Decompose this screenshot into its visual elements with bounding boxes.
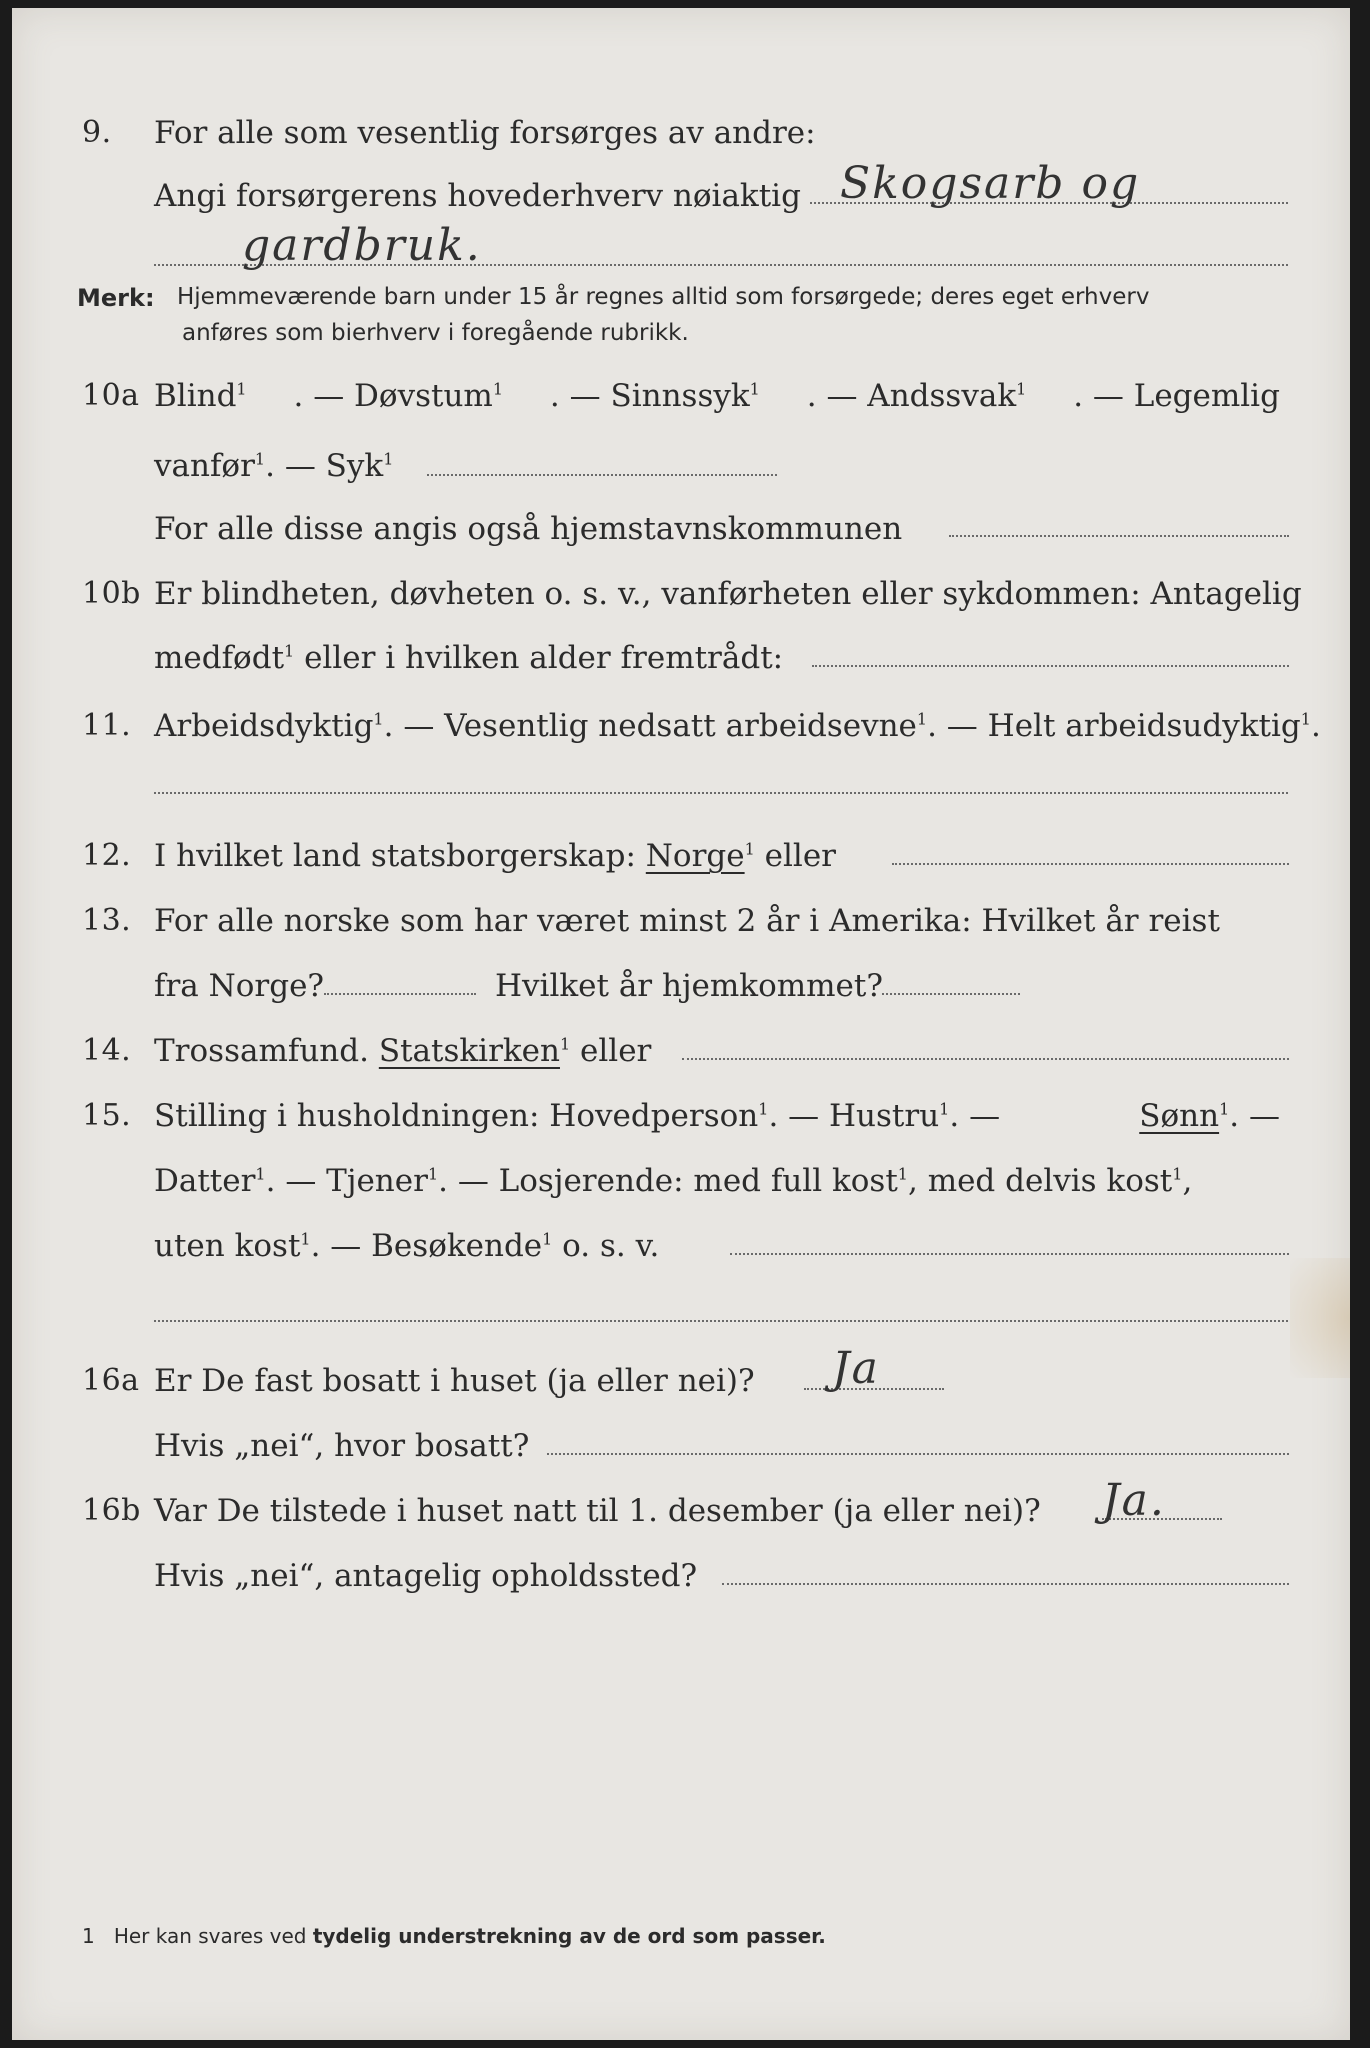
- footnote: 1 Her kan svares ved tydelig understrekning av de ord som passer.: [82, 1924, 826, 1948]
- paper-stain: [1290, 1258, 1350, 1378]
- q9-handwritten-answer: Skogsarb og: [840, 158, 1141, 209]
- q14-number: 14.: [82, 1033, 132, 1068]
- q10a-blind: Blind: [154, 378, 237, 414]
- q10a-andssvak: . — Andssvak: [806, 378, 1017, 414]
- q16b-line1: Var De tilstede i huset natt til 1. desember (ja eller nei)?: [154, 1493, 1041, 1529]
- q13-number: 13.: [82, 903, 132, 938]
- q15-answer-line: [730, 1253, 1289, 1255]
- q12-answer-line: [892, 863, 1289, 865]
- q10a-number: 10a: [82, 378, 140, 413]
- q12-norge-underlined: Norge: [645, 838, 745, 874]
- q16a-line1: Er De fast bosatt i huset (ja eller nei)?: [154, 1363, 755, 1399]
- q15-line2: Datter$^1$. — Tjener$^1$. — Losjerende: med full kost$^1$, med delvis kost$^1$,: [154, 1163, 1193, 1199]
- q11-line: Arbeidsdyktig$^1$. — Vesentlig nedsatt arbeidsevne$^1$. — Helt arbeidsudyktig$^1$.: [154, 708, 1321, 744]
- merk-label: Merk:: [77, 284, 155, 312]
- q13-line2b: Hvilket år hjemkommet?: [495, 968, 883, 1004]
- q10a-line2: vanfør$^1$. — Syk$^1$: [154, 448, 394, 484]
- q15-number: 15.: [82, 1098, 132, 1133]
- q15-line3: uten kost$^1$. — Besøkende$^1$ o. s. v.: [154, 1228, 660, 1264]
- q10b-line2: medfødt$^1$ eller i hvilken alder fremtrådt:: [154, 640, 784, 676]
- q10b-number: 10b: [82, 576, 141, 611]
- q12-number: 12.: [82, 838, 132, 873]
- q10a-line1: Blind$^1$ . — Døvstum$^1$ . — Sinnssyk$^1$ . — Andssvak$^1$ . — Legemlig: [154, 378, 1280, 414]
- merk-line2: anføres som bierhverv i foregående rubrikk.: [182, 320, 689, 346]
- q10b-answer-line: [812, 665, 1289, 667]
- q10a-kommune-line: [949, 535, 1289, 537]
- q10a-legemlig: . — Legemlig: [1073, 378, 1280, 414]
- q13-hjemkommet-line: [882, 993, 1020, 995]
- q16a-line2: Hvis „nei“, hvor bosatt?: [154, 1428, 530, 1464]
- q12-line: I hvilket land statsborgerskap: Norge$^1$ eller: [154, 838, 836, 874]
- q13-reist-line: [324, 993, 476, 995]
- q13-line1: For alle norske som har været minst 2 år i Amerika: Hvilket år reist: [154, 903, 1220, 939]
- q9-line2: Angi forsørgerens hovederhverv nøiaktig: [154, 178, 801, 214]
- q16b-line2: Hvis „nei“, antagelig opholdssted?: [154, 1558, 698, 1594]
- q10a-line3: For alle disse angis også hjemstavnskommunen: [154, 511, 903, 547]
- q9-handwritten-answer-2: gardbruk.: [242, 220, 482, 271]
- q15-sonn-underlined: Sønn: [1139, 1098, 1220, 1134]
- q9-line1: For alle som vesentlig forsørges av andre:: [154, 115, 816, 151]
- q16a-number: 16a: [82, 1363, 140, 1398]
- q11-number: 11.: [82, 708, 132, 743]
- q14-answer-line: [682, 1058, 1289, 1060]
- q14-statskirken-underlined: Statskirken: [378, 1033, 560, 1069]
- q11-answer-line: [154, 792, 1288, 794]
- q10a-sinnssyk: . — Sinnssyk: [549, 378, 750, 414]
- q16b-opholdssted-line: [722, 1583, 1289, 1585]
- q13-line2a: fra Norge?: [154, 968, 325, 1004]
- q9-number: 9.: [82, 115, 112, 150]
- q10a-syk-line: [427, 474, 777, 476]
- q14-line: Trossamfund. Statskirken$^1$ eller: [154, 1033, 652, 1069]
- q15-answer-line-2: [154, 1320, 1288, 1322]
- q16b-handwritten-answer: Ja.: [1102, 1475, 1166, 1526]
- q10b-line1: Er blindheten, døvheten o. s. v., vanførheten eller sykdommen: Antagelig: [154, 576, 1302, 612]
- q10a-dovstum: . — Døvstum: [293, 378, 493, 414]
- q16a-handwritten-answer: Ja: [832, 1343, 880, 1394]
- q16b-number: 16b: [82, 1493, 141, 1528]
- census-form-page: [12, 8, 1350, 2040]
- q15-line1: Stilling i husholdningen: Hovedperson$^1$. — Hustru$^1$. — Sønn$^1$. —: [154, 1098, 1280, 1134]
- merk-line1: Hjemmeværende barn under 15 år regnes alltid som forsørgede; deres eget erhverv: [177, 284, 1150, 310]
- q16a-bosatt-line: [547, 1453, 1289, 1455]
